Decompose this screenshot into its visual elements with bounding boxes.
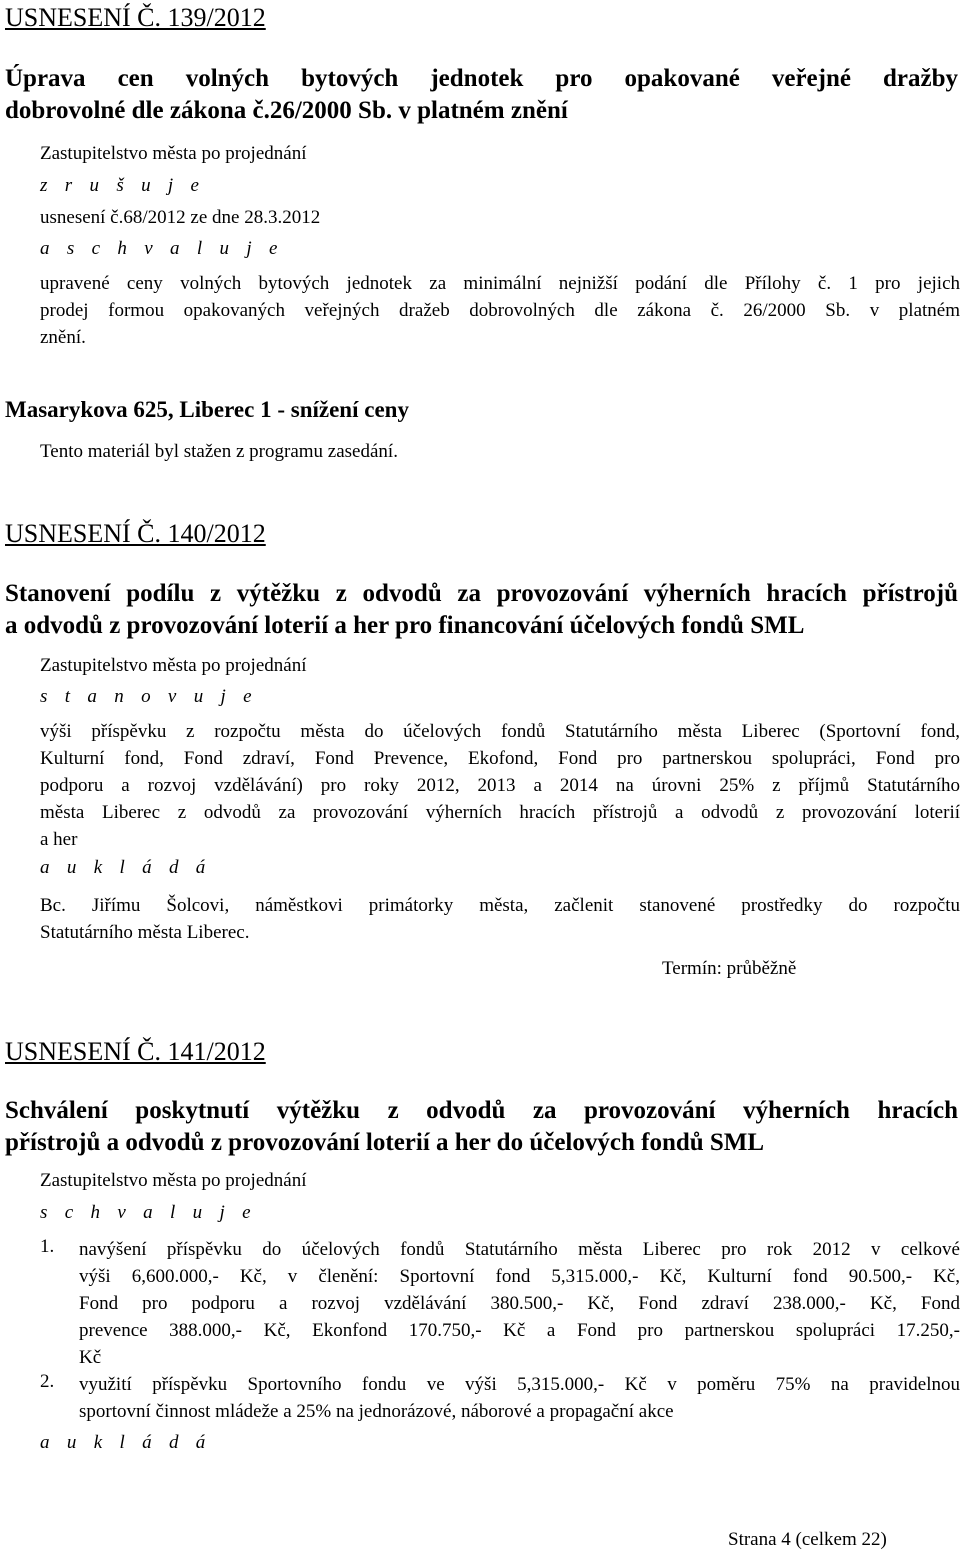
contribution-line-3: podporu a rozvoj vzdělávání) pro roky 2012, 2013 a 2014 na úrovni 25% z příjmů Statutárního bbox=[40, 775, 960, 796]
list-item-number: 2. bbox=[40, 1371, 55, 1392]
council-line: Zastupitelstvo města po projednání bbox=[40, 655, 307, 676]
list-item-number: 1. bbox=[40, 1236, 55, 1257]
verb-sets: s t a n o v u j e bbox=[40, 686, 258, 707]
resolution-139-heading: USNESENÍ Č. 139/2012 bbox=[5, 3, 266, 32]
resolution-141-heading: USNESENÍ Č. 141/2012 bbox=[5, 1037, 266, 1066]
resolution-139-title-line-1: Úprava cen volných bytových jednotek pro opakované veřejné dražby bbox=[5, 65, 958, 92]
council-line: Zastupitelstvo města po projednání bbox=[40, 1170, 307, 1191]
verb-assigns: a u k l á d á bbox=[40, 857, 212, 878]
verb-approves: a s c h v a l u j e bbox=[40, 238, 284, 259]
list-item-line: sportovní činnost mládeže a 25% na jednorázové, náborové a propagační akce bbox=[79, 1401, 674, 1422]
resolution-139-title bbox=[5, 63, 958, 127]
contribution-line-4: města Liberec z odvodů za provozování výherních hracích přístrojů a odvodů z provozování loterií bbox=[40, 802, 960, 823]
list-item-line: Kč bbox=[79, 1347, 102, 1368]
resolution-140-title bbox=[5, 578, 958, 642]
list-item bbox=[79, 1371, 960, 1425]
resolution-140-title-line-2: a odvodů z provozování loterií a her pro financování účelových fondů SML bbox=[5, 612, 805, 639]
task-line-1: Bc. Jiřímu Šolcovi, náměstkovi primátorky města, začlenit stanovené prostředky do rozpočtu bbox=[40, 895, 960, 916]
contribution-line-5: a her bbox=[40, 829, 78, 850]
verb-cancels: z r u š u j e bbox=[40, 175, 206, 196]
list-item-line: navýšení příspěvku do účelových fondů Statutárního města Liberec pro rok 2012 v celkové bbox=[79, 1239, 960, 1260]
property-subheading: Masarykova 625, Liberec 1 - snížení ceny bbox=[5, 397, 409, 422]
verb-assigns: a u k l á d á bbox=[40, 1432, 212, 1453]
verb-approves: s c h v a l u j e bbox=[40, 1202, 257, 1223]
list-item-line: využití příspěvku Sportovního fondu ve výši 5,315.000,- Kč v poměru 75% na pravidelnou bbox=[79, 1374, 960, 1395]
resolution-140-heading: USNESENÍ Č. 140/2012 bbox=[5, 519, 266, 548]
task-line-2: Statutárního města Liberec. bbox=[40, 922, 250, 943]
resolution-140-title-line-1: Stanovení podílu z výtěžku z odvodů za provozování výherních hracích přístrojů bbox=[5, 580, 958, 607]
page-number: Strana 4 (celkem 22) bbox=[728, 1529, 887, 1550]
withdrawn-note: Tento materiál byl stažen z programu zasedání. bbox=[40, 441, 398, 462]
contribution-line-1: výši příspěvku z rozpočtu města do účelových fondů Statutárního města Liberec (Sportovní fond, bbox=[40, 721, 960, 742]
contribution-paragraph bbox=[40, 718, 960, 853]
approval-paragraph bbox=[40, 270, 960, 351]
approval-line-1: upravené ceny volných bytových jednotek za minimální nejnižší podání dle Přílohy č. 1 pro jejich bbox=[40, 273, 960, 294]
list-item-line: Fond pro podporu a rozvoj vzdělávání 380.500,- Kč, Fond zdraví 238.000,- Kč, Fond bbox=[79, 1293, 960, 1314]
approval-line-2: prodej formou opakovaných veřejných dražeb dobrovolných dle zákona č. 26/2000 Sb. v platném bbox=[40, 300, 960, 321]
task-paragraph bbox=[40, 892, 960, 946]
resolution-141-title bbox=[5, 1095, 958, 1159]
list-item bbox=[79, 1236, 960, 1371]
list-item-line: výši 6,600.000,- Kč, v členění: Sportovní fond 5,315.000,- Kč, Kulturní fond 90.500,- Kč, bbox=[79, 1266, 960, 1287]
cancelled-resolution-text: usnesení č.68/2012 ze dne 28.3.2012 bbox=[40, 207, 321, 228]
deadline: Termín: průběžně bbox=[662, 958, 797, 979]
list-item-line: prevence 388.000,- Kč, Ekonfond 170.750,- Kč a Fond pro partnerskou spolupráci 17.250,- bbox=[79, 1320, 960, 1341]
contribution-line-2: Kulturní fond, Fond zdraví, Fond Prevence, Ekofond, Fond pro partnerskou spolupráci, Fond pro bbox=[40, 748, 960, 769]
council-line: Zastupitelstvo města po projednání bbox=[40, 143, 307, 164]
resolution-141-title-line-1: Schválení poskytnutí výtěžku z odvodů za provozování výherních hracích bbox=[5, 1097, 958, 1124]
approval-line-3: znění. bbox=[40, 327, 86, 348]
resolution-139-title-line-2: dobrovolné dle zákona č.26/2000 Sb. v platném znění bbox=[5, 97, 568, 124]
resolution-141-title-line-2: přístrojů a odvodů z provozování loterií a her do účelových fondů SML bbox=[5, 1129, 765, 1156]
